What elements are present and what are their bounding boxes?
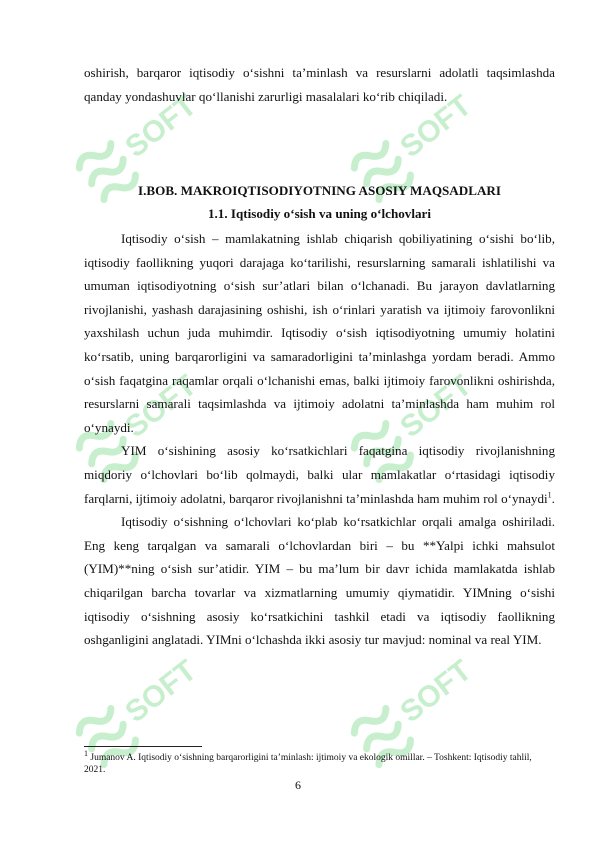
- svg-text:SOFT: SOFT: [394, 653, 478, 730]
- footnote-divider: [84, 746, 202, 747]
- svg-text:SOFT: SOFT: [119, 368, 203, 445]
- footnote-reference[interactable]: 1: [547, 490, 552, 500]
- svg-text:SOFT: SOFT: [394, 88, 478, 165]
- svg-text:SOFT: SOFT: [119, 653, 203, 730]
- footnote-marker: 1: [84, 748, 88, 758]
- paragraph-text: YIM o‘sishining asosiy ko‘rsatkichlari faqatgina iqtisodiy rivojlanishning miqdoriy o‘lchovlari bo‘lib qolmaydi, balki ular mamlakatlar o‘rtasidagi iqtisodiy farqlarni, ijtimoiy adolatni, barqaror rivojlanishni ta’minlashda ham muhim rol o‘ynaydi: [84, 443, 555, 506]
- chapter-title: I.BOB. MAKROIQTISODIYOTNING ASOSIY MAQSADLARI: [138, 183, 501, 198]
- svg-text:SOFT: SOFT: [394, 368, 478, 445]
- svg-text:SOFT: SOFT: [119, 88, 203, 165]
- footnote-text: Jumanov A. Iqtisodiy o‘sishning barqarorligini ta’minlash: ijtimoiy va ekologik omillar. – Toshkent: Iqtisodiy tahlil, 2021.: [84, 753, 532, 775]
- body-text: [84, 227, 555, 652]
- paragraph: Iqtisodiy o‘sishning o‘lchovlari ko‘plab ko‘rsatkichlar orqali amalga oshiriladi. Eng keng tarqalgan va samarali o‘lchovlardan biri – bu **Yalpi ichki mahsulot (YIM)**ning o‘sish sur’atidir. YIM – bu ma’lum bir davr ichida mamlakatda ishlab chiqarilgan barcha tovarlar va xizmatlarning umumiy qiymatidir. YIMning o‘sishi iqtisodiy o‘sishning asosiy ko‘rsatkichini tashkil etadi va iqtisodiy faollikning oshganligini anglatadi. YIMni o‘lchashda ikki asosiy tur mavjud: nominal va real YIM.: [84, 514, 555, 648]
- page-number: 6: [295, 778, 301, 792]
- footnote: [84, 748, 539, 776]
- intro-paragraph: oshirish, barqaror iqtisodiy o‘sishni ta’minlash va resurslarni adolatli taqsimlashda qanday yondashuvlar qo‘llanishi zarurligi masalalari ko‘rib chiqiladi.: [84, 65, 555, 104]
- paragraph: Iqtisodiy o‘sish – mamlakatning ishlab chiqarish qobiliyatining o‘sishi bo‘lib, iqtisodiy faollikning yuqori darajaga ko‘tarilishi, resurslarning samarali ishlatilishi va umuman iqtisodiyotning o‘sish sur’atlari bilan o‘lchanadi. Bu jarayon davlatlarning rivojlanishi, yashash darajasining oshishi, ish o‘rinlari yaratish va ijtimoiy farovonlikni yaxshilash uchun juda muhimdir. Iqtisodiy o‘sish iqtisodiyotning umumiy holatini ko‘rsatib, uning barqarorligini va samaradorligini ta’minlashga yordam beradi. Ammo o‘sish faqatgina raqamlar orqali o‘lchanishi emas, balki ijtimoiy farovonlikni oshirishda, resurslarni samarali taqsimlashda va ijtimoiy adolatni ta’minlashda ham muhim rol o‘ynaydi.: [84, 231, 555, 435]
- intro-text: [84, 61, 555, 108]
- paragraph: YIM o‘sishining asosiy ko‘rsatkichlari faqatgina iqtisodiy rivojlanishning miqdoriy o‘lchovlari bo‘lib qolmaydi, balki ular mamlakatlar o‘rtasidagi iqtisodiy farqlarni, ijtimoiy adolatni, barqaror rivojlanishni ta’minlashda ham muhim rol o‘ynaydi$^1$.: [84, 443, 555, 506]
- section-title: 1.1. Iqtisodiy o‘sish va uning o‘lchovlari: [207, 206, 431, 221]
